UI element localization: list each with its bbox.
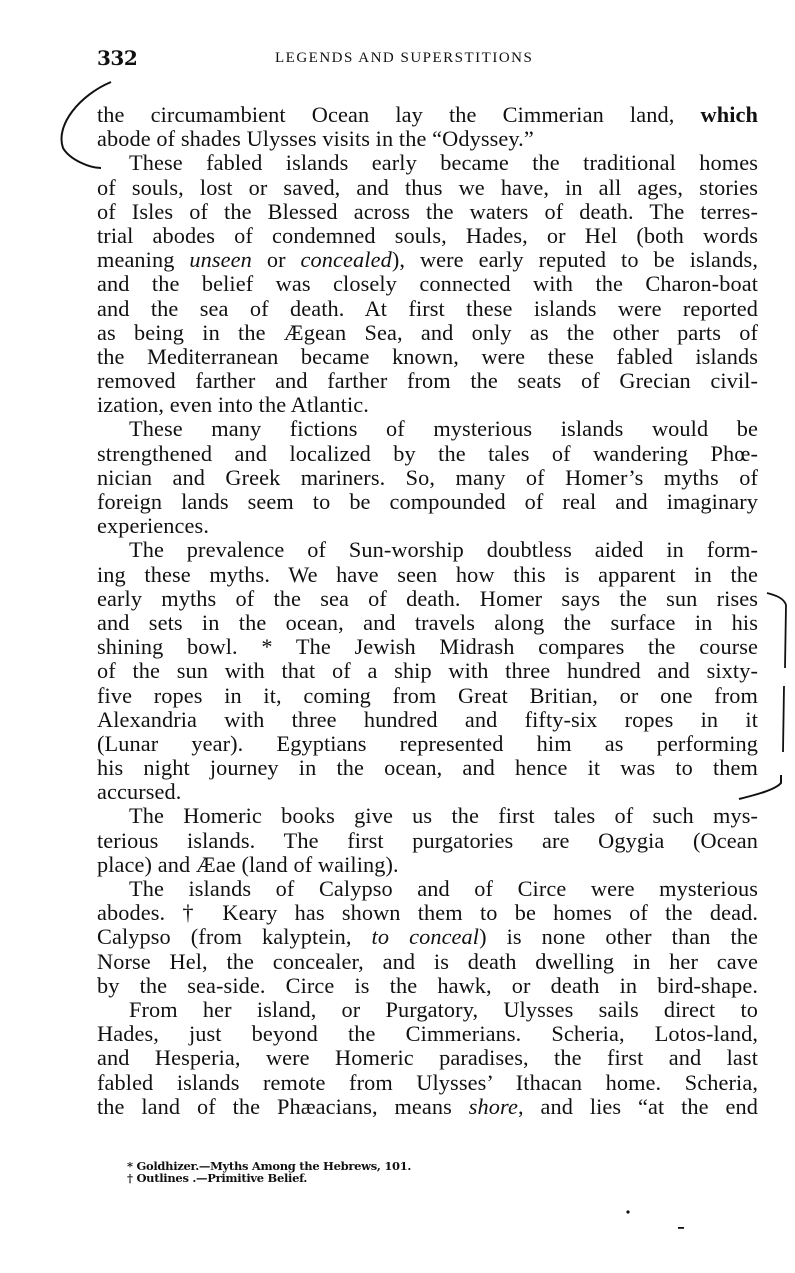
text-line: terious islands. The first purgatories are Ogygia (Ocean — [97, 827, 758, 853]
text-line: ization, even into the Atlantic. — [97, 392, 369, 418]
footnotes — [127, 1160, 411, 1184]
text-line: Calypso (from kalyptein, to conceal) is none other than the — [97, 924, 758, 950]
text-line: These fabled islands early became the traditional homes — [129, 150, 758, 176]
text-line: abodes. † Keary has shown them to be homes of the dead. — [97, 900, 758, 926]
text-line: trial abodes of condemned souls, Hades, or Hel (both words — [97, 222, 758, 248]
text-line: five ropes in it, coming from Great Britian, or one from — [97, 682, 758, 708]
text-line: experiences. — [97, 513, 209, 539]
text-line: fabled islands remote from Ulysses’ Ithacan home. Scheria, — [97, 1069, 758, 1095]
footnote-marker: † — [127, 1171, 133, 1185]
italic-text: to conceal — [371, 924, 480, 950]
text-line: ing these myths. We have seen how this is apparent in the — [97, 561, 758, 587]
text-line: accursed. — [97, 779, 182, 805]
text-line: place) and Æae (land of wailing). — [97, 851, 399, 877]
text-line: by the sea-side. Circe is the hawk, or death in bird-shape. — [97, 972, 758, 998]
text-line: foreign lands seem to be compounded of real and imaginary — [97, 489, 758, 514]
text-line: strengthened and localized by the tales of wandering Phœ- — [97, 440, 758, 466]
stray-dot — [626, 1210, 629, 1213]
text-line: the Mediterranean became known, were these fabled islands — [97, 343, 758, 369]
text-line: Alexandria with three hundred and fifty-six ropes in it — [97, 706, 758, 732]
text-line: These many fictions of mysterious islands would be — [129, 416, 758, 442]
text-line: The prevalence of Sun-worship doubtless aided in form- — [129, 537, 758, 563]
text-line: of the sun with that of a ship with three hundred and sixty- — [97, 658, 758, 684]
footnote-marker: * — [127, 1159, 133, 1173]
text-line: and sets in the ocean, and travels along the surface in his — [97, 609, 758, 635]
text-line: as being in the Ægean Sea, and only as the other parts of — [97, 319, 758, 345]
italic-text: shore — [468, 1093, 518, 1119]
text-line: The islands of Calypso and of Circe were mysterious — [129, 876, 758, 901]
bold-text: which — [700, 102, 758, 127]
text-line: of souls, lost or saved, and thus we have, in all ages, stories — [97, 174, 758, 200]
italic-text: unseen — [189, 247, 252, 273]
text-line: and Hesperia, were Homeric paradises, the first and last — [97, 1045, 758, 1071]
stray-dash — [678, 1227, 684, 1229]
footnote-text: Outlines .—Primitive Belief. — [136, 1171, 308, 1185]
text-line: the circumambient Ocean lay the Cimmerian land, which — [97, 102, 758, 127]
italic-text: concealed — [300, 247, 392, 273]
text-line: meaning unseen or concealed), were early reputed to be islands, — [97, 247, 759, 273]
text-line: his night journey in the ocean, and hence it was to them — [97, 755, 758, 781]
text-line: early myths of the sea of death. Homer says the sun rises — [97, 585, 758, 611]
text-line: nician and Greek mariners. So, many of Homer’s myths of — [97, 464, 758, 490]
page-number: 332 — [97, 46, 138, 70]
body-text — [97, 103, 758, 1119]
page-header — [97, 46, 758, 70]
text-line: and the belief was closely connected with the Charon-boat — [97, 271, 758, 297]
text-line: removed farther and farther from the seats of Grecian civil- — [97, 368, 758, 394]
text-line: Hades, just beyond the Cimmerians. Scheria, Lotos-land, — [97, 1021, 758, 1047]
text-line: From her island, or Purgatory, Ulysses sails direct to — [129, 996, 758, 1022]
text-line: Norse Hel, the concealer, and is death dwelling in her cave — [97, 948, 758, 974]
text-line: and the sea of death. At first these islands were reported — [97, 295, 758, 321]
text-line: (Lunar year). Egyptians represented him as performing — [97, 730, 758, 756]
running-title: LEGENDS AND SUPERSTITIONS — [275, 50, 534, 66]
right-bracket-mark — [767, 593, 786, 668]
text-line: abode of shades Ulysses visits in the “Odyssey.” — [97, 126, 534, 152]
right-bracket-mark — [783, 686, 784, 752]
text-line: shining bowl. * The Jewish Midrash compares the course — [97, 634, 758, 660]
footnote-text: Goldhizer.—Myths Among the Hebrews, 101. — [136, 1159, 412, 1173]
footnote-2 — [127, 1172, 411, 1184]
text-line: The Homeric books give us the first tales of such mys- — [129, 803, 758, 829]
text-line: the land of the Phæacians, means shore, and lies “at the end — [97, 1093, 758, 1119]
text-line: of Isles of the Blessed across the waters of death. The terres- — [97, 198, 758, 224]
